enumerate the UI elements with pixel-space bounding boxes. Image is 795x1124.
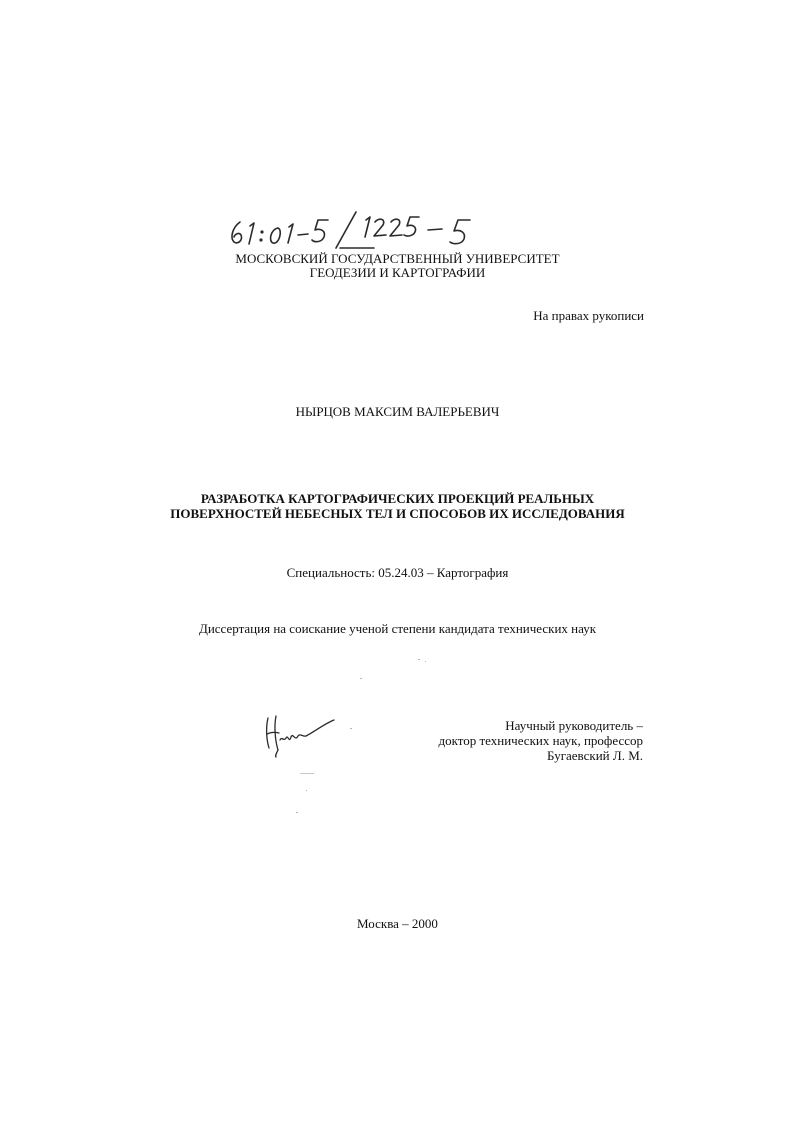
supervisor-degree-line: доктор технических наук, профессор xyxy=(438,733,643,748)
manuscript-rights-note: На правах рукописи xyxy=(533,308,644,323)
supervisor-title-line: Научный руководитель – xyxy=(505,718,643,733)
handwritten-archive-code xyxy=(224,208,514,252)
university-name-line-2: ГЕОДЕЗИИ И КАРТОГРАФИИ xyxy=(309,265,486,280)
university-name-line-1: МОСКОВСКИЙ ГОСУДАРСТВЕННЫЙ УНИВЕРСИТЕТ xyxy=(235,251,560,266)
supervisor-name-line: Бугаевский Л. М. xyxy=(547,748,643,763)
author-name: НЫРЦОВ МАКСИМ ВАЛЕРЬЕВИЧ xyxy=(295,404,500,419)
thesis-title-line-2: ПОВЕРХНОСТЕЙ НЕБЕСНЫХ ТЕЛ И СПОСОБОВ ИХ ИССЛЕДОВАНИЯ xyxy=(170,506,625,521)
signature-image xyxy=(258,712,338,758)
specialty-line: Специальность: 05.24.03 – Картография xyxy=(286,565,509,580)
degree-line: Диссертация на соискание ученой степени кандидата технических наук xyxy=(198,621,597,636)
thesis-title-line-1: РАЗРАБОТКА КАРТОГРАФИЧЕСКИХ ПРОЕКЦИЙ РЕАЛЬНЫХ xyxy=(200,491,595,506)
place-and-year: Москва – 2000 xyxy=(357,916,438,931)
